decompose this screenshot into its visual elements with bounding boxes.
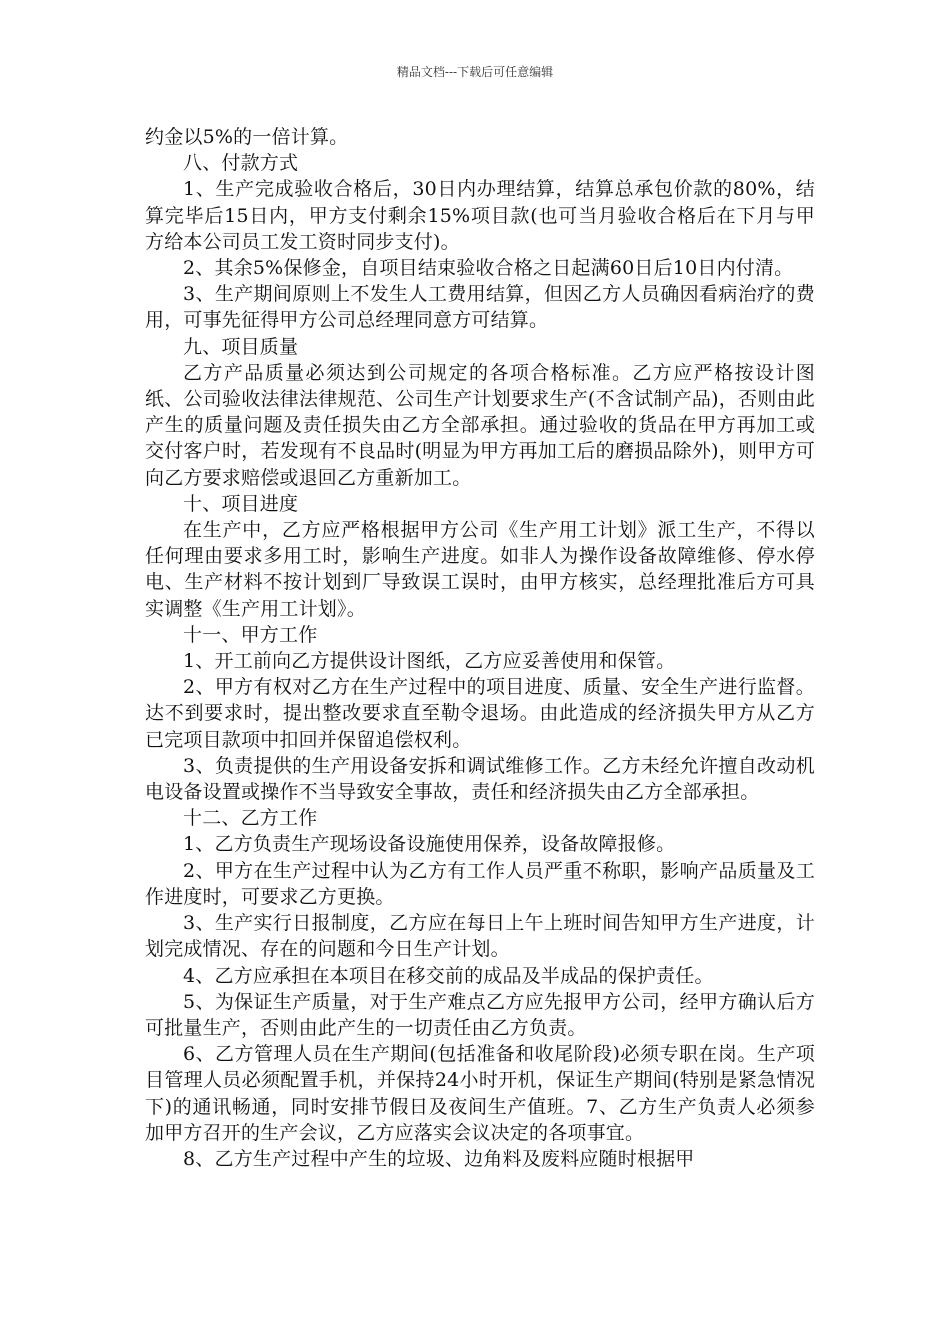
paragraph: 乙方产品质量必须达到公司规定的各项合格标准。乙方应严格按设计图纸、公司验收法律法律规范、公司生产计划要求生产(不含试制产品)，否则由此产生的质量问题及责任损失由乙方全部承担。通过验收的货品在甲方再加工或交付客户时，若发现有不良品时(明显为甲方再加工后的磨损品除外)，则甲方可向乙方要求赔偿或退回乙方重新加工。 — [145, 361, 815, 489]
paragraph: 2、甲方有权对乙方在生产过程中的项目进度、质量、安全生产进行监督。达不到要求时，提出整改要求直至勒令退场。由此造成的经济损失甲方从乙方已完项目款项中扣回并保留追偿权利。 — [145, 676, 815, 751]
paragraph: 1、开工前向乙方提供设计图纸，乙方应妥善使用和保管。 — [183, 650, 676, 673]
section-heading: 八、付款方式 — [183, 152, 299, 175]
section-heading: 十、项目进度 — [183, 492, 299, 515]
section-heading: 十一、甲方工作 — [183, 623, 318, 646]
paragraph: 3、负责提供的生产用设备安拆和调试维修工作。乙方未经允许擅自改动机电设备设置或操作不当导致安全事故，责任和经济损失由乙方全部承担。 — [145, 754, 815, 804]
paragraph: 2、其余5%保修金，自项目结束验收合格之日起满60日后10日内付清。 — [183, 257, 794, 280]
paragraph: 2、甲方在生产过程中认为乙方有工作人员严重不称职，影响产品质量及工作进度时，可要求乙方更换。 — [145, 859, 815, 908]
paragraph: 4、乙方应承担在本项目在移交前的成品及半成品的保护责任。 — [183, 964, 714, 987]
paragraph: 3、生产实行日报制度，乙方应在每日上午上班时间告知甲方生产进度，计划完成情况、存在的问题和今日生产计划。 — [145, 912, 815, 961]
paragraph: 8、乙方生产过程中产生的垃圾、边角料及废料应随时根据甲 — [183, 1147, 695, 1170]
page-header: 精品文档---下载后可任意编辑 — [396, 65, 554, 79]
paragraph: 1、乙方负责生产现场设备设施使用保养，设备故障报修。 — [183, 833, 676, 856]
section-heading: 九、项目质量 — [183, 335, 299, 358]
paragraph: 3、生产期间原则上不发生人工费用结算，但因乙方人员确因看病治疗的费用，可事先征得甲方公司总经理同意方可结算。 — [145, 283, 815, 332]
paragraph: 约金以5%的一倍计算。 — [145, 126, 349, 148]
paragraph: 5、为保证生产质量，对于生产难点乙方应先报甲方公司，经甲方确认后方可批量生产，否则由此产生的一切责任由乙方负责。 — [145, 990, 815, 1039]
document-body — [145, 124, 815, 1172]
paragraph: 在生产中，乙方应严格根据甲方公司《生产用工计划》派工生产，不得以任何理由要求多用工时，影响生产进度。如非人为操作设备故障维修、停水停电、生产材料不按计划到厂导致误工误时，由甲方核实，总经理批准后方可具实调整《生产用工计划》。 — [145, 519, 815, 620]
paragraph: 6、乙方管理人员在生产期间(包括准备和收尾阶段)必须专职在岗。生产项目管理人员必须配置手机，并保持24小时开机，保证生产期间(特别是紧急情况下)的通讯畅通，同时安排节假日及夜间生产值班。7、乙方生产负责人必须参加甲方召开的生产会议，乙方应落实会议决定的各项事宜。 — [145, 1043, 815, 1144]
paragraph: 1、生产完成验收合格后，30日内办理结算，结算总承包价款的80%，结算完毕后15日内，甲方支付剩余15%项目款(也可当月验收合格后在下月与甲方给本公司员工发工资时同步支付)。 — [145, 178, 815, 253]
section-heading: 十二、乙方工作 — [183, 807, 318, 830]
